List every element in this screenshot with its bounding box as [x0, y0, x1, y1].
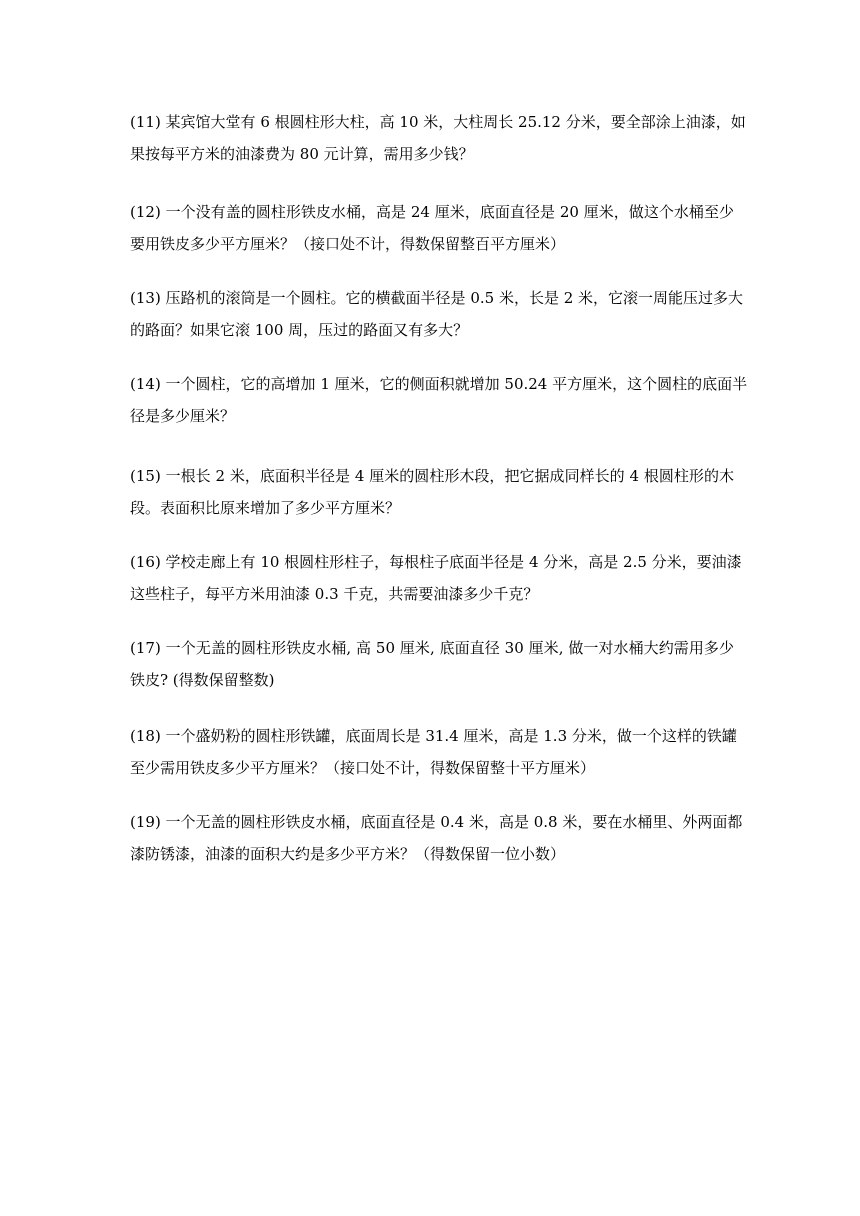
question-14-line-1: (14) 一个圆柱，它的高增加 1 厘米，它的侧面积就增加 50.24 平方厘米，这个圆柱的底面半: [130, 375, 748, 393]
question-17: [130, 632, 734, 696]
question-13-line-2: 的路面？如果它滚 100 周，压过的路面又有多大？: [130, 321, 469, 339]
question-13-line-1: (13) 压路机的滚筒是一个圆柱。它的横截面半径是 0.5 米，长是 2 米，它滚一周能压过多大: [130, 289, 744, 307]
question-11-line-2: 果按每平方米的油漆费为 80 元计算，需用多少钱？: [130, 145, 474, 163]
question-15-line-1: (15) 一根长 2 米，底面积半径是 4 厘米的圆柱形木段，把它据成同样长的 4 根圆柱形的木: [130, 467, 734, 485]
question-16-line-1: (16) 学校走廊上有 10 根圆柱形柱子，每根柱子底面半径是 4 分米，高是 2.5 分米，要油漆: [130, 553, 742, 571]
question-15: [130, 460, 734, 524]
question-12-line-1: (12) 一个没有盖的圆柱形铁皮水桶，高是 24 厘米，底面直径是 20 厘米，做这个水桶至少: [130, 203, 734, 221]
question-13: [130, 282, 744, 346]
question-17-line-1: (17) 一个无盖的圆柱形铁皮水桶, 高 50 厘米, 底面直径 30 厘米, 做一对水桶大约需用多少: [130, 639, 734, 657]
question-11-line-1: (11) 某宾馆大堂有 6 根圆柱形大柱，高 10 米，大柱周长 25.12 分米，要全部涂上油漆，如: [130, 113, 746, 131]
question-17-line-2: 铁皮? (得数保留整数): [130, 671, 275, 689]
question-12-line-2: 要用铁皮多少平方厘米？（接口处不计，得数保留整百平方厘米）: [130, 235, 566, 253]
question-16-line-2: 这些柱子，每平方米用油漆 0.3 千克，共需要油漆多少千克？: [130, 585, 539, 603]
question-18-line-2: 至少需用铁皮多少平方厘米？（接口处不计，得数保留整十平方厘米）: [130, 759, 596, 777]
question-12: [130, 196, 734, 260]
question-18-line-1: (18) 一个盛奶粉的圆柱形铁罐，底面周长是 31.4 厘米，高是 1.3 分米，做一个这样的铁罐: [130, 727, 737, 745]
question-11: [130, 106, 746, 170]
question-19-line-1: (19) 一个无盖的圆柱形铁皮水桶，底面直径是 0.4 米，高是 0.8 米，要在水桶里、外两面都: [130, 813, 743, 831]
question-19-line-2: 漆防锈漆，油漆的面积大约是多少平方米？（得数保留一位小数）: [130, 845, 566, 863]
question-15-line-2: 段。表面积比原来增加了多少平方厘米？: [130, 499, 401, 517]
question-19: [130, 806, 743, 870]
question-14: [130, 368, 748, 432]
question-16: [130, 546, 742, 610]
question-18: [130, 720, 737, 784]
question-14-line-2: 径是多少厘米？: [130, 407, 236, 425]
